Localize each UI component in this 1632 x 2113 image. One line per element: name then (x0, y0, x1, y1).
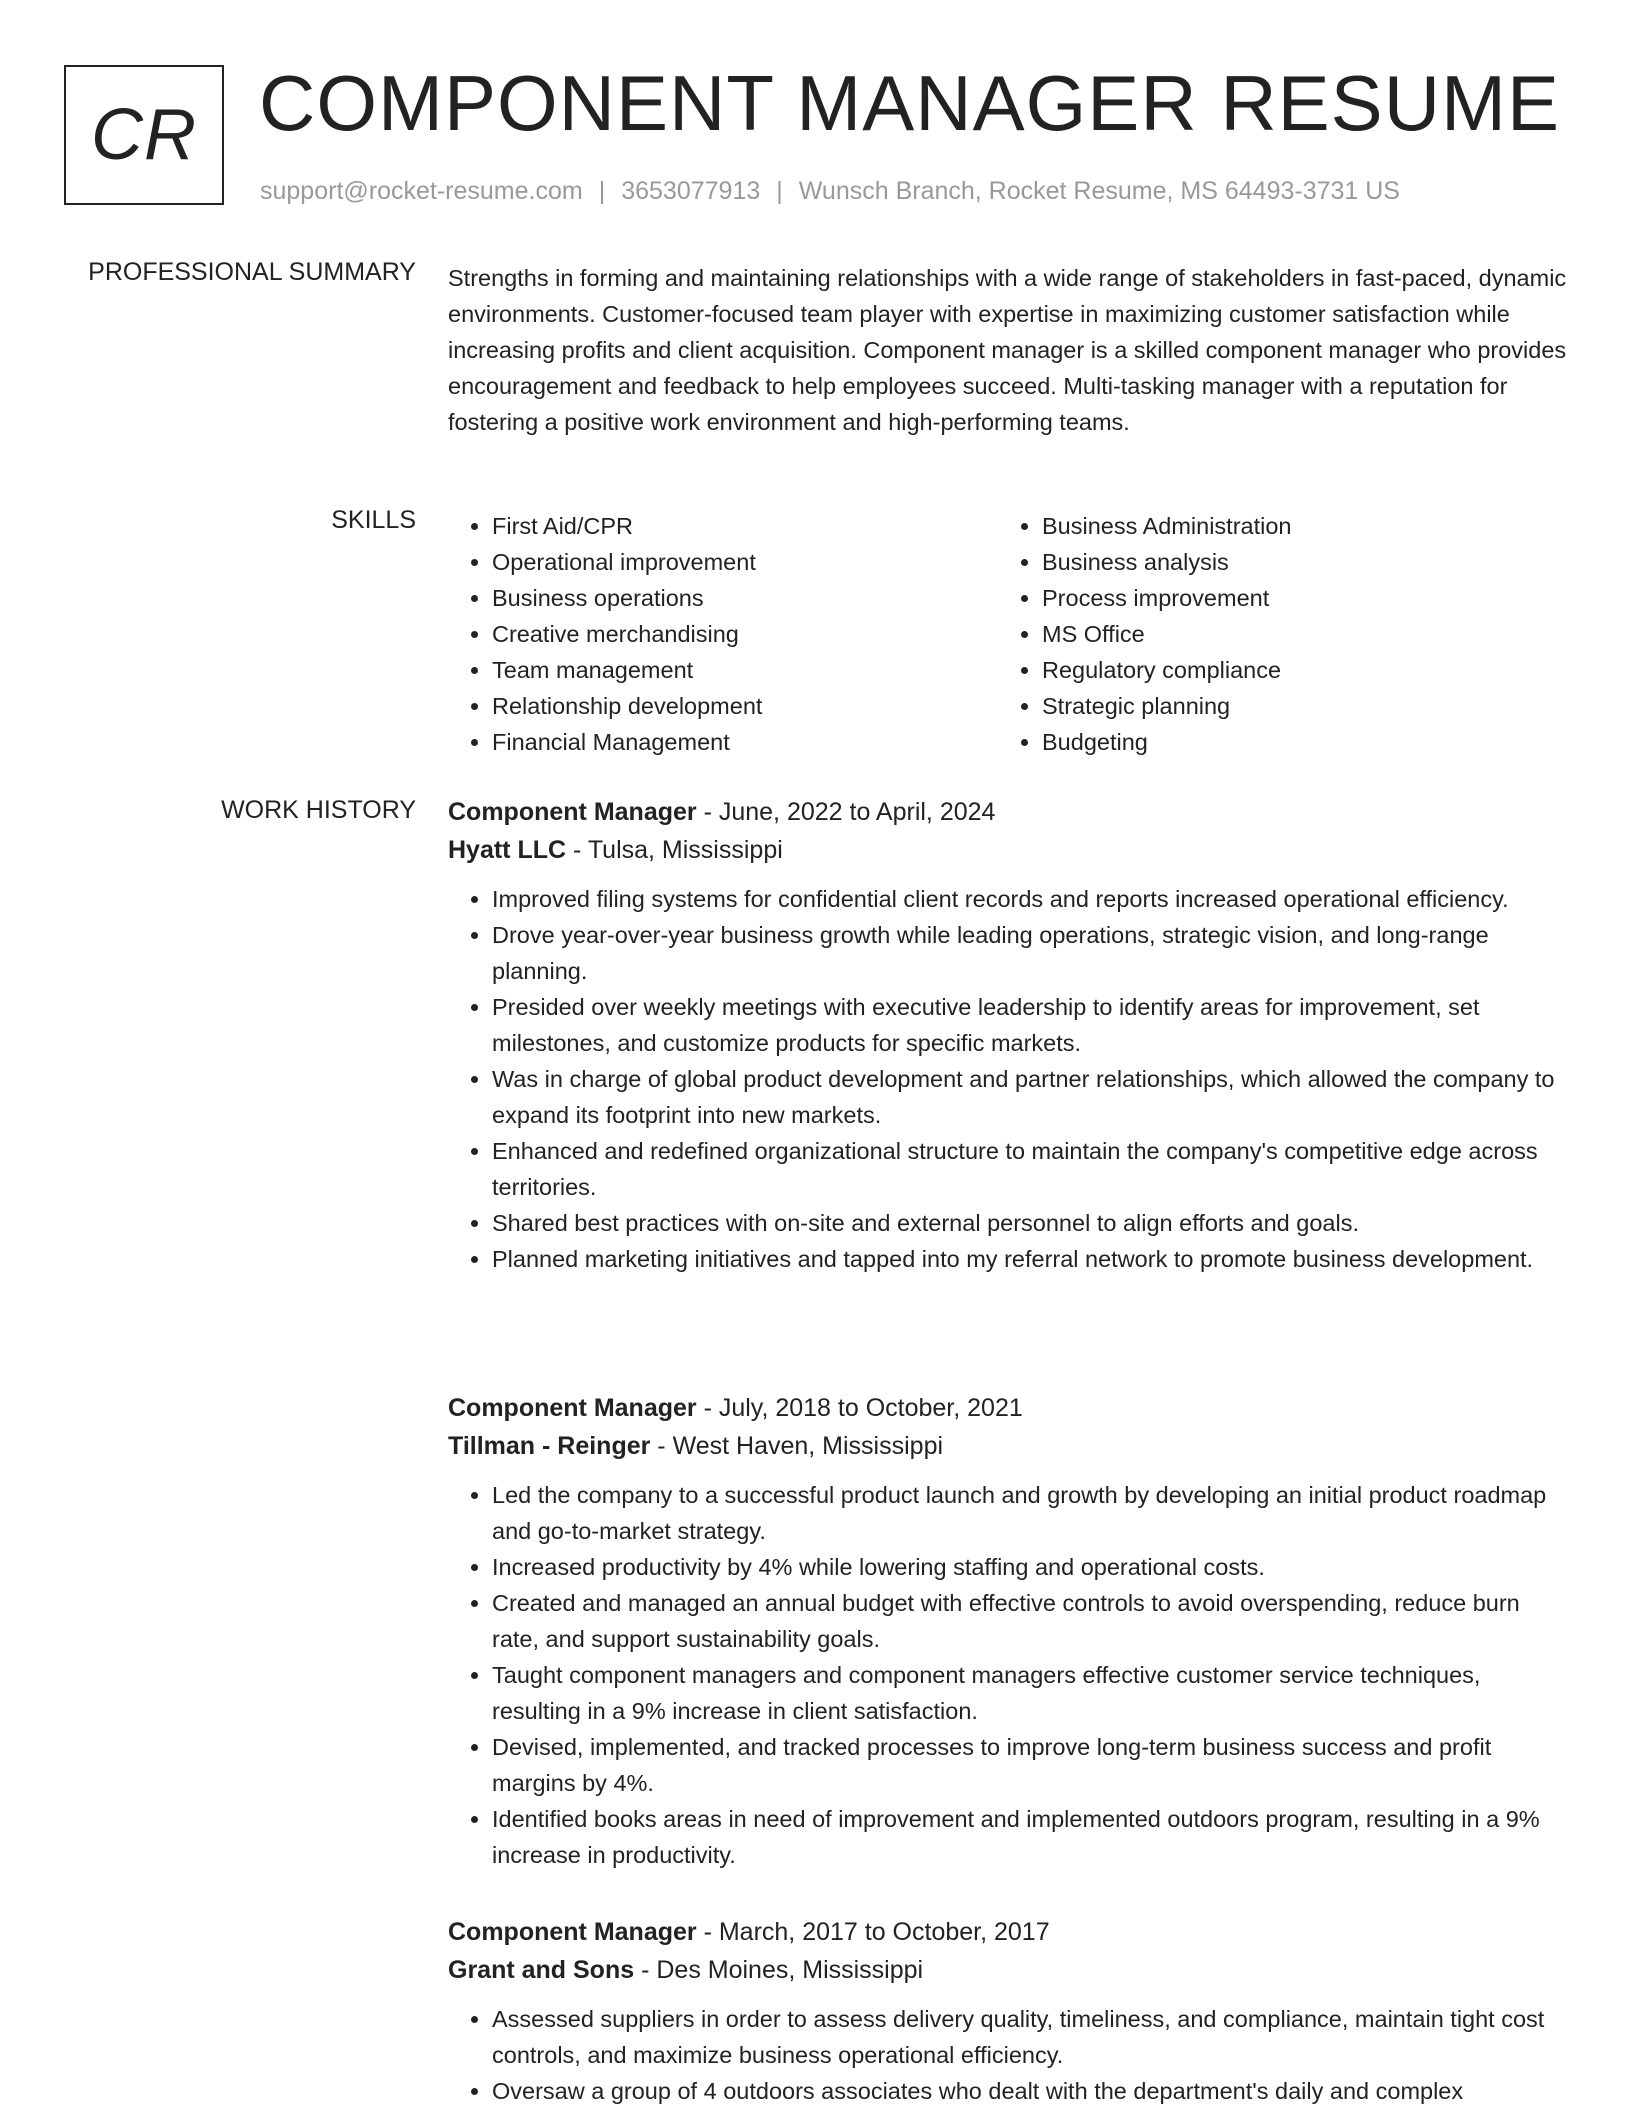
skill-item: • Process improvement (1042, 580, 1291, 616)
job-company: Tillman - Reinger (448, 1432, 651, 1460)
skill-item: • Budgeting (1042, 724, 1291, 760)
job-title-line (448, 1389, 1568, 1427)
skills-list-right (998, 508, 1291, 760)
job-company-line (448, 1951, 1568, 1989)
skill-item: • MS Office (1042, 616, 1291, 652)
job-bullet: • Increased productivity by 4% while lowering staffing and operational costs. (492, 1549, 1568, 1585)
job-bullet: • Shared best practices with on-site and external personnel to align efforts and goals. (492, 1205, 1568, 1241)
job-bullet: • Improved filing systems for confidential client records and reports increased operational efficiency. (492, 881, 1568, 917)
job-title-line (448, 1913, 1568, 1951)
job-dates: - March, 2017 to October, 2017 (696, 1918, 1050, 1946)
job-company-line (448, 831, 1568, 869)
contact-phone: 3653077913 (621, 177, 761, 205)
skill-item: • Business Administration (1042, 508, 1291, 544)
summary-label: PROFESSIONAL SUMMARY (88, 258, 416, 286)
job-bullets (448, 2001, 1568, 2109)
job-location: - Des Moines, Mississippi (634, 1956, 924, 1984)
summary-text: Strengths in forming and maintaining relationships with a wide range of stakeholders in fast-paced, dynamic environments. Customer-focused team player with expertise in maximizing customer satisfaction while increasing profits and client acquisition. Component manager is a skilled component manager who provides encouragement and feedback to help employees succeed. Multi-tasking manager with a reputation for fostering a positive work environment and high-performing teams. (448, 265, 1567, 435)
skill-item: • Relationship development (492, 688, 762, 724)
skill-item: • Business analysis (1042, 544, 1291, 580)
job-bullet: • Assessed suppliers in order to assess delivery quality, timeliness, and compliance, maintain tight cost controls, and maximize business operational efficiency. (492, 2001, 1568, 2073)
job-location: - Tulsa, Mississippi (566, 836, 783, 864)
job-company-line (448, 1427, 1568, 1465)
job-bullets (448, 881, 1568, 1277)
skill-item: • Business operations (492, 580, 762, 616)
work-history-label: WORK HISTORY (221, 796, 416, 824)
job-bullet: • Taught component managers and component managers effective customer service techniques, resulting in a 9% increase in client satisfaction. (492, 1657, 1568, 1729)
job-bullet: • Devised, implemented, and tracked processes to improve long-term business success and profit margins by 4%. (492, 1729, 1568, 1801)
job-bullet: • Presided over weekly meetings with executive leadership to identify areas for improvement, set milestones, and customize products for specific markets. (492, 989, 1568, 1061)
job-entry (448, 1913, 1568, 2109)
job-bullet: • Created and managed an annual budget with effective controls to avoid overspending, reduce burn rate, and support sustainability goals. (492, 1585, 1568, 1657)
job-location: - West Haven, Mississippi (650, 1432, 944, 1460)
job-bullets (448, 1477, 1568, 1873)
job-title: Component Manager (448, 1394, 697, 1422)
skill-item: • Regulatory compliance (1042, 652, 1291, 688)
resume-header (64, 59, 1564, 215)
job-title: Component Manager (448, 798, 697, 826)
job-bullet: • Planned marketing initiatives and tapped into my referral network to promote business development. (492, 1241, 1568, 1277)
skill-item: • First Aid/CPR (492, 508, 762, 544)
job-company: Grant and Sons (448, 1956, 635, 1984)
skills-list-left (448, 508, 762, 760)
job-company: Hyatt LLC (448, 836, 567, 864)
monogram-logo: CR (64, 65, 224, 205)
job-bullet: • Led the company to a successful product launch and growth by developing an initial product roadmap and go-to-market strategy. (492, 1477, 1568, 1549)
contact-line (260, 177, 1400, 206)
summary-body (448, 260, 1568, 440)
job-bullet: • Was in charge of global product development and partner relationships, which allowed the company to expand its footprint into new markets. (492, 1061, 1568, 1133)
job-bullet: • Identified books areas in need of improvement and implemented outdoors program, resulting in a 9% increase in productivity. (492, 1801, 1568, 1873)
job-dates: - July, 2018 to October, 2021 (696, 1394, 1023, 1422)
skill-item: • Strategic planning (1042, 688, 1291, 724)
job-bullet: • Oversaw a group of 4 outdoors associates who dealt with the department's daily and complex (492, 2073, 1568, 2109)
contact-separator: | (776, 177, 783, 205)
resume-title: COMPONENT MANAGER RESUME (259, 59, 1561, 147)
skill-item: • Team management (492, 652, 762, 688)
job-entry (448, 793, 1568, 1277)
job-bullet: • Enhanced and redefined organizational structure to maintain the company's competitive edge across territories. (492, 1133, 1568, 1205)
work-history-body (448, 793, 1568, 2113)
job-dates: - June, 2022 to April, 2024 (696, 798, 996, 826)
contact-address: Wunsch Branch, Rocket Resume, MS 64493-3731 US (798, 177, 1400, 205)
job-bullet: • Drove year-over-year business growth while leading operations, strategic vision, and long-range planning. (492, 917, 1568, 989)
contact-email: support@rocket-resume.com (260, 177, 583, 205)
job-title: Component Manager (448, 1918, 697, 1946)
contact-separator: | (598, 177, 606, 205)
job-entry (448, 1389, 1568, 1873)
skills-body (448, 508, 1568, 768)
skills-label: SKILLS (331, 506, 416, 534)
job-title-line (448, 793, 1568, 831)
skill-item: • Financial Management (492, 724, 762, 760)
skill-item: • Operational improvement (492, 544, 762, 580)
skill-item: • Creative merchandising (492, 616, 762, 652)
